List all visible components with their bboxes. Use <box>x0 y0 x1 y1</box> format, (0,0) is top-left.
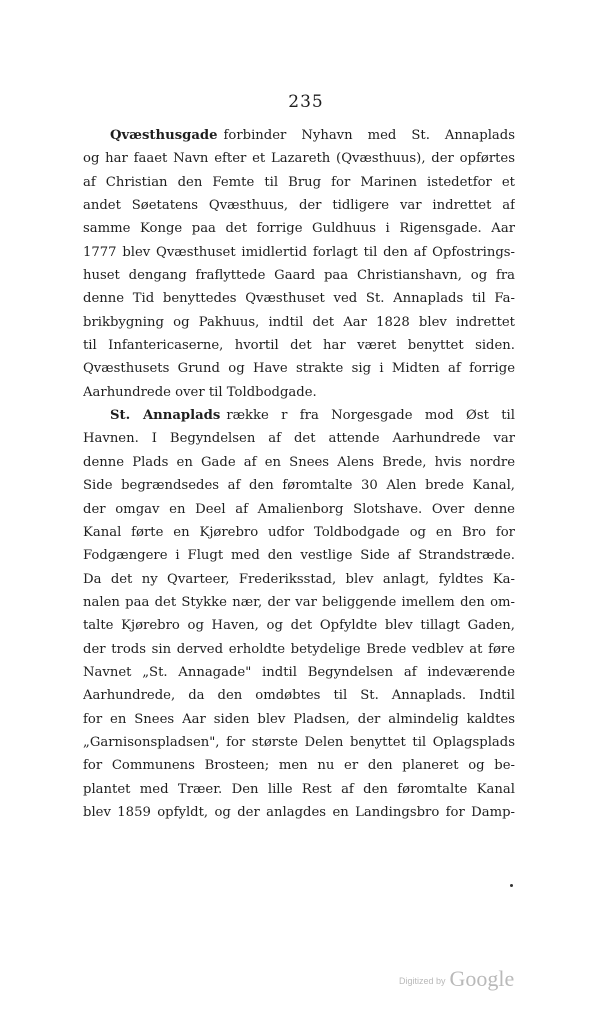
text-line: nalen paa det Stykke nær, der var beliggende imellem den om- <box>83 594 515 610</box>
text-line: plantet med Træer. Den lille Rest af den føromtalte Kanal <box>83 781 515 797</box>
text-line: Aarhundrede, da den omdøbtes til St. Annaplads. Indtil <box>83 688 515 704</box>
page-number: 235 <box>288 92 324 112</box>
text-line: Side begrændsedes af den føromtalte 30 Alen brede Kanal, <box>83 478 515 494</box>
text-line: talte Kjørebro og Haven, og det Opfyldte blev tillagt Gaden, <box>83 618 515 634</box>
text-line: Aarhundrede over til Toldbodgade. <box>83 384 317 400</box>
digitized-by-google-watermark <box>399 966 514 992</box>
text-line: for en Snees Aar siden blev Pladsen, der almindelig kaldtes <box>83 711 515 727</box>
headword: Qvæsthusgade <box>110 128 218 143</box>
text-line: Da det ny Qvarteer, Frederiksstad, blev anlagt, fyldtes Ka- <box>83 571 515 587</box>
text-line: Kanal førte en Kjørebro udfor Toldbodgade og en Bro for <box>83 524 515 540</box>
text-line: „Garnisonspladsen", for største Delen benyttet til Oplagsplads <box>83 734 515 750</box>
text-line: Navnet „St. Annagade" indtil Begyndelsen af indeværende <box>83 664 515 680</box>
text-line: andet Søetatens Qvæsthuus, der tidligere var indrettet af <box>83 198 515 214</box>
text-line: der trods sin derved erholdte betydelige Brede vedblev at føre <box>83 641 515 657</box>
text-line: St. Annaplads række r fra Norgesgade mod Øst til <box>110 408 515 424</box>
text-line: der omgav en Deel af Amalienborg Slotshave. Over denne <box>83 501 515 517</box>
text-line: til Infantericaserne, hvortil det har været benyttet siden. <box>83 338 515 354</box>
text-line: og har faaet Navn efter et Lazareth (Qvæsthuus), der opførtes <box>83 151 515 167</box>
text-line: denne Plads en Gade af en Snees Alens Brede, hvis nordre <box>83 454 515 470</box>
body-text <box>83 124 515 824</box>
headword: St. Annaplads <box>110 408 221 424</box>
text-line: 1777 blev Qvæsthuset imidlertid forlagt til den af Opfostrings- <box>83 244 515 260</box>
text-line: huset dengang fraflyttede Gaard paa Christianshavn, og fra <box>83 268 515 284</box>
text-line: af Christian den Femte til Brug for Marinen istedetfor et <box>83 174 515 190</box>
google-logo: Google <box>449 966 515 991</box>
text-line: Qvæsthusgade forbinder Nyhavn med St. Annaplads <box>110 128 515 143</box>
watermark-prefix: Digitized by <box>399 976 446 986</box>
text-line: Fodgængere i Flugt med den vestlige Side af Strandstræde. <box>83 548 515 564</box>
text-line: denne Tid benyttedes Qvæsthuset ved St. Annaplads til Fa- <box>83 291 515 307</box>
text-line: blev 1859 opfyldt, og der anlagdes en Landingsbro for Damp- <box>83 804 515 820</box>
text-line: brikbygning og Pakhuus, indtil det Aar 1828 blev indrettet <box>83 314 515 330</box>
text-line: samme Konge paa det forrige Guldhuus i Rigensgade. Aar <box>83 221 515 237</box>
text-line: Havnen. I Begyndelsen af det attende Aarhundrede var <box>83 431 515 447</box>
text-line: Qvæsthusets Grund og Have strakte sig i Midten af forrige <box>83 361 515 377</box>
text-line: for Communens Brosteen; men nu er den planeret og be- <box>83 758 515 774</box>
stray-mark <box>510 884 513 887</box>
